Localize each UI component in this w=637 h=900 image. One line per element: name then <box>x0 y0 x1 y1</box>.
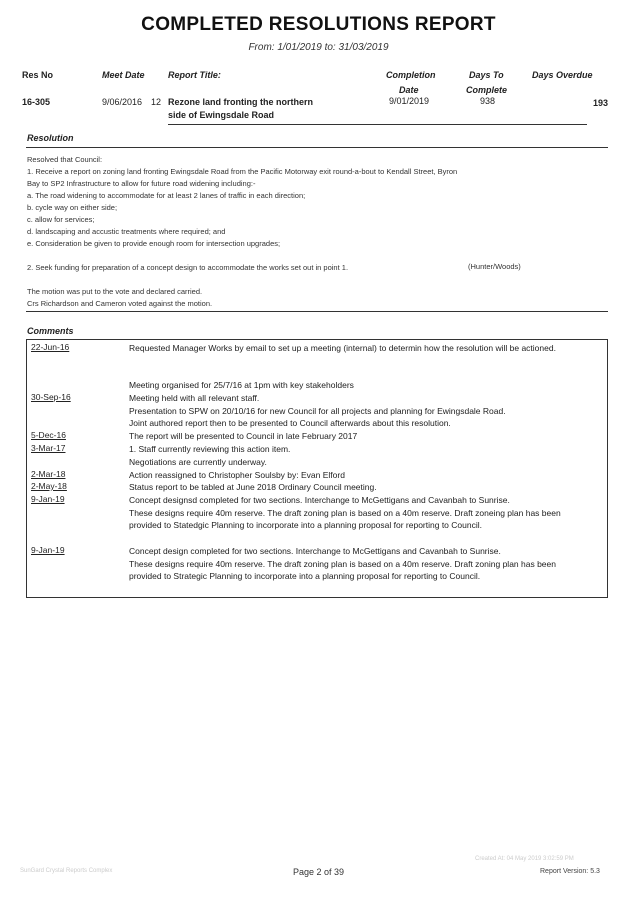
record-title-line1: Rezone land fronting the northern <box>168 97 313 107</box>
resolution-text <box>27 154 587 310</box>
col-completion: Completion <box>386 70 436 80</box>
report-date-range: From: 1/01/2019 to: 31/03/2019 <box>248 42 389 53</box>
resolution-mover: (Hunter/Woods) <box>468 262 521 271</box>
resolution-line <box>27 250 587 262</box>
comment-date: 22-Jun-16 <box>31 342 70 352</box>
comment-text: Status report to be tabled at June 2018 Ordinary Council meeting. <box>129 482 377 492</box>
resolution-line: b. cycle way on either side; <box>27 203 118 212</box>
resolution-divider <box>26 147 608 148</box>
comments-label: Comments <box>27 326 74 336</box>
resolution-line: The motion was put to the vote and declared carried. <box>27 287 203 296</box>
comment-date: 30-Sep-16 <box>31 392 71 402</box>
footer-created: Created At: 04 May 2019 3:02:59 PM <box>475 856 574 862</box>
record-days-to-complete: 938 <box>480 96 496 106</box>
resolution-line: d. landscaping and accustic treatments where required; and <box>27 227 226 236</box>
record-res-no: 16-305 <box>22 97 51 107</box>
comment-text: Concept designsd completed for two sections. Interchange to McGettigans and Cavanbah to Sunrise. These designs require 40m reserve. The draft zoning plan is based on a 40m reserve. Draft zoneing plan has been provided to Statedgic Planning to incorporate into a planning proposal for reporting to Council. <box>129 495 561 530</box>
footer-page-number: Page 2 of 39 <box>292 867 345 877</box>
resolution-line: Crs Richardson and Cameron voted against the motion. <box>27 299 213 308</box>
comment-date: 3-Mar-17 <box>31 443 66 453</box>
comment-text: Meeting held with all relevant staff. Presentation to SPW on 20/10/16 for new Council for all projects and planning for Ewingsdale Road. Joint authored report then to be presented to Council afterwards about this resolution. <box>129 393 506 428</box>
resolution-end-divider <box>26 311 608 312</box>
record-meet-date: 9/06/2016 <box>102 97 143 107</box>
footer-version: Report Version: 5.3 <box>540 868 600 875</box>
comment-text: Requested Manager Works by email to set up a meeting (internal) to determin how the resolution will be actioned. <box>129 343 556 353</box>
col-res-no: Res No <box>22 70 54 80</box>
footer-source: SunGard Crystal Reports Complex <box>20 868 113 874</box>
comment-date: 2-Mar-18 <box>31 469 66 479</box>
comment-text: Meeting organised for 25/7/16 at 1pm with key stakeholders <box>129 380 354 390</box>
col-report-title: Report Title: <box>168 70 221 80</box>
comment-date: 9-Jan-19 <box>31 494 65 504</box>
col-days-to: Days To <box>469 70 504 80</box>
report-title: COMPLETED RESOLUTIONS REPORT <box>141 14 496 35</box>
comment-text: Concept design completed for two sections. Interchange to McGettigans and Cavanbah to Sunrise. These designs require 40m reserve. The draft zoning plan is based on a 40m reserve. Draft zoning plan has been provided to Strategic Planning to incorporate into a planning proposal for reporting to Council. <box>129 546 556 581</box>
comment-text: The report will be presented to Council in late February 2017 <box>129 431 358 441</box>
resolution-line: 1. Receive a report on zoning land fronting Ewingsdale Road from the Pacific Motorway exit round-a-bout to Kendall Street, Byron <box>27 167 458 176</box>
col-days-to-complete: Complete <box>466 85 508 95</box>
record-item-no: 12 <box>151 97 162 107</box>
row-divider <box>168 124 587 125</box>
comment-text: Action reassigned to Christopher Soulsby by: Evan Elford <box>129 470 345 480</box>
col-meet-date: Meet Date <box>102 70 145 80</box>
comment-text: 1. Staff currently reviewing this action item. Negotiations are currently underway. <box>129 444 291 467</box>
col-completion-date: Date <box>399 85 419 95</box>
record-completion-date: 9/01/2019 <box>389 96 430 106</box>
comment-date: 5-Dec-16 <box>31 430 66 440</box>
resolution-line <box>27 274 587 286</box>
resolution-label: Resolution <box>27 133 74 143</box>
resolution-line: e. Consideration be given to provide enough room for intersection upgrades; <box>27 239 281 248</box>
col-days-overdue: Days Overdue <box>532 70 593 80</box>
comment-date: 9-Jan-19 <box>31 545 65 555</box>
resolution-line: Bay to SP2 Infrastructure to allow for future road widening including:- <box>27 179 256 188</box>
resolution-line: c. allow for services; <box>27 215 95 224</box>
record-title-line2: side of Ewingsdale Road <box>168 110 275 120</box>
resolution-line: a. The road widening to accommodate for at least 2 lanes of traffic in each direction; <box>27 191 306 200</box>
comment-date: 2-May-18 <box>31 481 67 491</box>
record-days-overdue: 193 <box>593 98 609 108</box>
resolution-line: 2. Seek funding for preparation of a concept design to accommodate the works set out in point 1. <box>27 263 349 272</box>
resolution-line: Resolved that Council: <box>27 155 103 164</box>
